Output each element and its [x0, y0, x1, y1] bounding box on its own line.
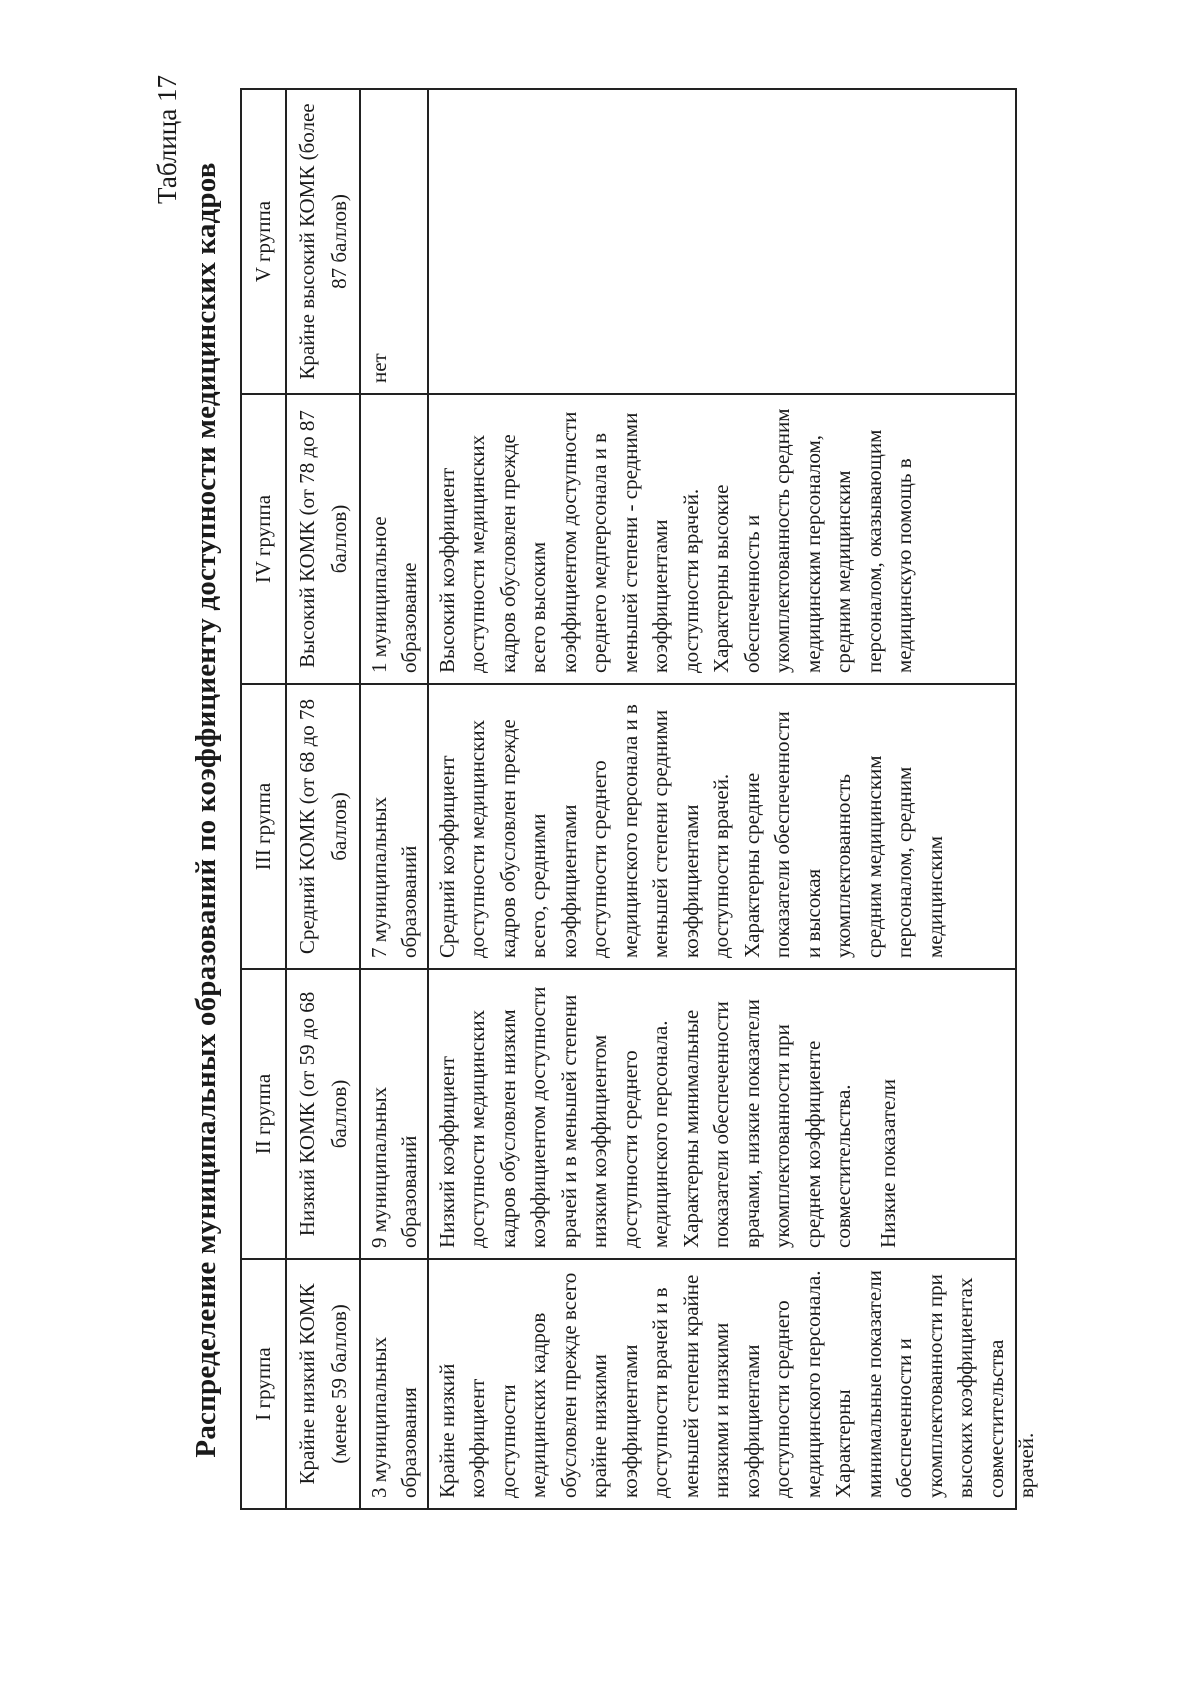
score-range-2: Низкий КОМК (от 59 до 68 баллов) [286, 969, 360, 1259]
description-extra-2: Низкие показатели [875, 1079, 900, 1248]
municipality-count-3: 7 муниципальных образований [360, 684, 428, 969]
table-title: Распределение муниципальных образований по коэффициенту доступности медицинских кадров [190, 162, 222, 1458]
description-text-3: Средний коэффициент доступности медицинских кадров обусловлен прежде всего, средними коэффициентами доступности среднего медицинского персонала и в меньшей степени средними коэффициентами доступности врачей. Характерны средние показатели обеспеченности и высокая укомплектованность средним медицинским персоналом, средним медицинским [434, 704, 947, 958]
description-cell-3 [428, 684, 1016, 969]
description-cell-2 [428, 969, 1016, 1259]
score-range-4: Высокий КОМК (от 78 до 87 баллов) [286, 394, 360, 684]
score-range-5: Крайне высокий КОМК (более 87 баллов) [286, 89, 360, 394]
municipality-count-5: нет [360, 89, 428, 394]
municipality-count-2: 9 муниципальных образований [360, 969, 428, 1259]
description-cell-5 [428, 89, 1016, 394]
group-header-4: IV группа [241, 394, 286, 684]
group-header-row [241, 89, 286, 1509]
description-row [428, 89, 1016, 1509]
score-range-3: Средний КОМК (от 68 до 78 баллов) [286, 684, 360, 969]
description-text-4: Высокий коэффициент доступности медицинских кадров обусловлен прежде всего высоким коэффициентом доступности среднего медперсонала и в меньшей степени - средними коэффициентами доступности врачей. Характерны высокие обеспеченность и укомплектованность средним медицинским персоналом, средним медицинским персоналом, оказывающим медицинскую помощь в [434, 408, 916, 673]
description-text-2: Низкий коэффициент доступности медицинских кадров обусловлен низким коэффициентом доступности врачей и в меньшей степени низким коэффициентом доступности среднего медицинского персонала. Характерны минимальные показатели обеспеченности врачами, низкие показатели укомплектованности при среднем коэффициенте совместительства. [434, 986, 855, 1248]
description-cell-4 [428, 394, 1016, 684]
score-range-row [286, 89, 360, 1509]
group-header-1: I группа [241, 1259, 286, 1509]
municipality-count-1: 3 муниципальных образования [360, 1259, 428, 1509]
municipality-count-4: 1 муниципальное образование [360, 394, 428, 684]
group-header-3: III группа [241, 684, 286, 969]
group-header-2: II группа [241, 969, 286, 1259]
municipality-count-row [360, 89, 428, 1509]
table-number: Таблица 17 [152, 75, 182, 204]
description-text-1: Крайне низкий коэффициент доступности медицинских кадров обусловлен прежде всего крайне низкими коэффициентами доступности врачей и в меньшей степени крайне низкими и низкими коэффициентами доступности среднего медицинского персонала. Характерны минимальные показатели обеспеченности и укомплектованности при высоких коэффициентах совместительства врачей. [434, 1270, 1038, 1498]
score-range-1: Крайне низкий КОМК (менее 59 баллов) [286, 1259, 360, 1509]
description-cell-1 [428, 1259, 1038, 1509]
distribution-table [240, 88, 1038, 1510]
rotated-page [150, 75, 1100, 1545]
group-header-5: V группа [241, 89, 286, 394]
